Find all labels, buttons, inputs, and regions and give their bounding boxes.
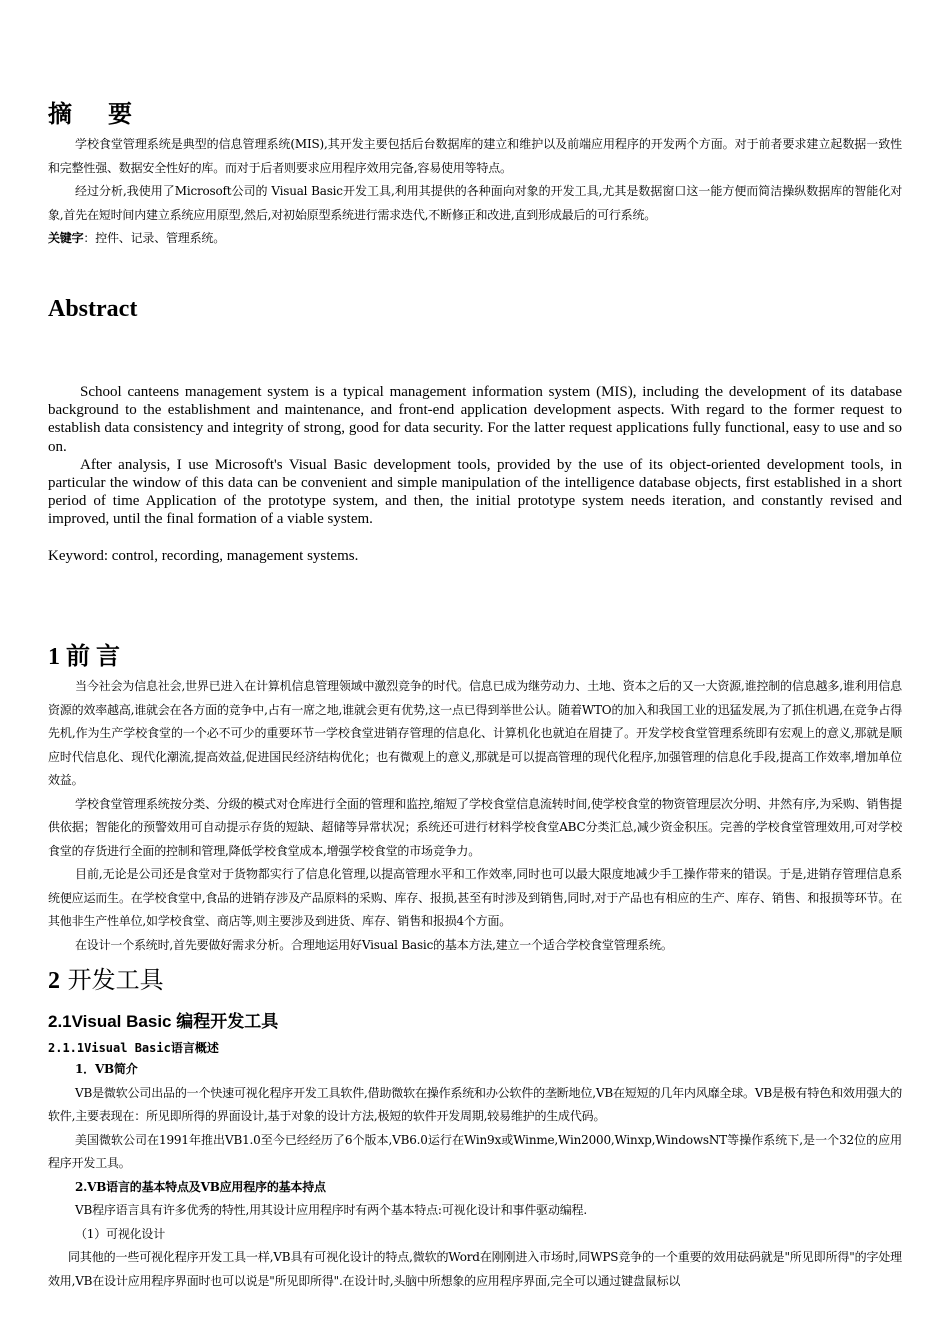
item-2-subheading: （1）可视化设计 — [75, 1226, 166, 1241]
item-1-paragraph-1: VB是微软公司出品的一个快速可视化程序开发工具软件,借助微软在操作系统和办公软件的垄断地位,VB在短短的几年内风靡全球。VB是极有特色和效用强大的软件,主要表现在：所见即所得的界面设计,基于对象的设计方法,极短的软件开发周期,较易维护的生成代码。 — [48, 1085, 902, 1123]
section-1-paragraph-3: 目前,无论是公司还是食堂对于货物都实行了信息化管理,以提高管理水平和工作效率,同时也可以最大限度地减少手工操作带来的错误。于是,进销存管理信息系统便应运而生。在学校食堂中,食品的进销存涉及产品原料的采购、库存、报损,甚至有时涉及到销售,同时,对于产品也有相应的生产、库存、销售、和报损等环节。在其他非生产性单位,如学校食堂、商店等,则主要涉及到进货、库存、销售和报损4个方面。 — [48, 867, 902, 928]
item-1-heading: 1．VB简介 — [75, 1062, 138, 1076]
abstract-cn-paragraph-1: 学校食堂管理系统是典型的信息管理系统(MIS),其开发主要包括后台数据库的建立和维护以及前端应用程序的开发两个方面。对于前者要求建立起数据一致性和完整性强、数据安全性好的库。而对于后者则要求应用程序效用完备,容易使用等特点。 — [48, 137, 902, 175]
section-2-heading — [48, 960, 902, 995]
abstract-en-heading: Abstract — [48, 296, 138, 322]
keywords-label: 关键字 — [48, 231, 84, 245]
section-2-title: 开发工具 — [67, 966, 164, 994]
abstract-en-body — [48, 383, 902, 565]
item-2-paragraph-2: 同其他的一些可视化程序开发工具一样,VB具有可视化设计的特点,微软的Word在刚刚进入市场时,同WPS竞争的一个重要的效用砝码就是"所见即所得"的字处理效用,VB在设计应用程序界面时也可以说是"所见即所得".在设计时,头脑中所想象的应用程序界面,完全可以通过键盘鼠标以 — [48, 1250, 902, 1288]
section-2-1-heading: 2.1Visual Basic 编程开发工具 — [48, 1012, 279, 1031]
abstract-en-paragraph-2: After analysis, I use Microsoft's Visual Basic development tools, provided by the use of its object-oriented development tools, in particular the window of this data can be convenient and simple manipulation of the intelligence database objects, first established in a short period of time Application of the prototype system, and then, the initial prototype system needs iteration, and constantly revised and improved, until the final formation of a viable system. — [48, 456, 902, 528]
section-2-body — [48, 1058, 902, 1293]
abstract-cn-body — [48, 133, 902, 251]
abstract-cn-heading: 摘要 — [48, 99, 168, 128]
section-2-number: 2 — [48, 968, 60, 994]
section-1-body — [48, 675, 902, 957]
section-2-1-1-heading: 2.1.1Visual Basic语言概述 — [48, 1041, 219, 1055]
abstract-en-paragraph-1: School canteens management system is a typical management information system (MIS), including the development of its database background to the establishment and maintenance, and front-end application development aspects. With regard to the former request to establish data consistency and integrity of strong, good for data security. For the latter request applications fully functional, easy to use and so on. — [48, 384, 902, 455]
section-1-paragraph-2: 学校食堂管理系统按分类、分级的模式对仓库进行全面的管理和监控,缩短了学校食堂信息流转时间,使学校食堂的物资管理层次分明、井然有序,为采购、销售提供依据；智能化的预警效用可自动提示存货的短缺、超储等异常状况；系统还可进行材料学校食堂ABC分类汇总,减少资金积压。完善的学校食堂管理效用,可对学校食堂的存货进行全面的控制和管理,降低学校食堂成本,增强学校食堂的市场竞争力。 — [48, 796, 902, 858]
section-1-paragraph-4: 在设计一个系统时,首先要做好需求分析。合理地运用好Visual Basic的基本方法,建立一个适合学校食堂管理系统。 — [75, 937, 673, 952]
item-2-heading: 2.VB语言的基本特点及VB应用程序的基本持点 — [75, 1179, 326, 1194]
item-1-paragraph-2: 美国微软公司在1991年推出VB1.0至今已经经历了6个版本,VB6.0运行在Win9x或Winme,Win2000,Winxp,WindowsNT等操作系统下,是一个32位的应用程序开发工具。 — [48, 1132, 902, 1170]
abstract-en-keywords: Keyword: control, recording, management systems. — [48, 547, 359, 564]
section-1-paragraph-1: 当今社会为信息社会,世界已进入在计算机信息管理领域中激烈竞争的时代。信息已成为继劳动力、土地、资本之后的又一大资源,谁控制的信息越多,谁利用信息资源的效率越高,谁就会在各方面的竞争中,占有一席之地,谁就会更有优势,这一点已得到举世公认。随着WTO的加入和我国工业的迅猛发展,为了抓住机遇,在竞争占得先机,作为生产学校食堂的一个必不可少的重要环节一学校食堂进销存管理的信息化、计算机化也就迫在眉捷了。开发学校食堂管理系统即有宏观上的意义,那就是顺应时代信息化、现代化潮流,提高效益,促进国民经济结构优化；也有微观上的意义,那就是可以提高管理的现代化程序,加强管理的信息化手段,提高工作效率,增加单位效益。 — [48, 679, 902, 787]
abstract-cn-paragraph-2: 经过分析,我使用了Microsoft公司的 Visual Basic开发工具,利用其提供的各种面向对象的开发工具,尤其是数据窗口这一能方便而简洁操纵数据库的智能化对象,首先在短时间内建立系统应用原型,然后,对初始原型系统进行需求迭代,不断修正和改进,直到形成最后的可行系统。 — [48, 184, 902, 222]
keywords-text: ：控件、记录、管理系统。 — [83, 231, 226, 245]
section-1-heading: 1 前 言 — [48, 644, 120, 670]
abstract-cn-keywords — [48, 227, 902, 251]
item-2-paragraph-1: VB程序语言具有许多优秀的特性,用其设计应用程序时有两个基本特点:可视化设计和事件驱动编程. — [75, 1203, 587, 1217]
